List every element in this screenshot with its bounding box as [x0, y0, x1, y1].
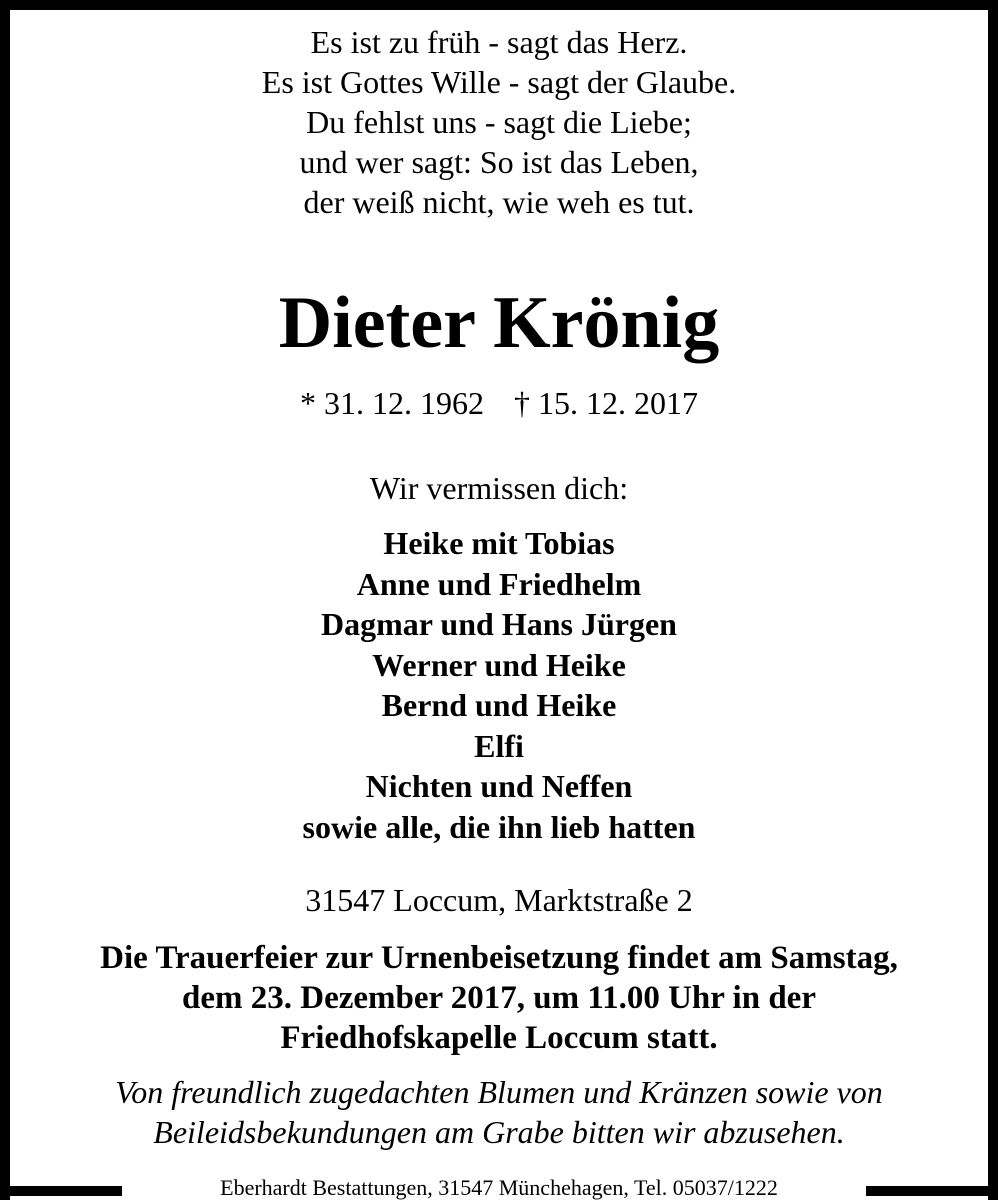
mourner: Nichten und Neffen — [365, 768, 633, 804]
request-line: Beileidsbekundungen am Grabe bitten wir abzusehen. — [153, 1114, 845, 1150]
mourner: Bernd und Heike — [381, 687, 617, 723]
mourners-list — [0, 523, 998, 847]
mourner: Werner und Heike — [372, 646, 626, 683]
funeral-home-footer: Eberhardt Bestattungen, 31547 Münchehagen, Tel. 05037/1222 — [220, 1175, 778, 1200]
mourner: Heike mit Tobias — [383, 525, 615, 561]
miss-line: Wir vermissen dich: — [369, 470, 629, 506]
life-dates — [0, 383, 998, 423]
service-line: dem 23. Dezember 2017, um 11.00 Uhr in der — [182, 980, 816, 1016]
service-line: Friedhofskapelle Loccum statt. — [280, 1020, 718, 1056]
address: 31547 Loccum, Marktstraße 2 — [305, 882, 693, 918]
poem-line: Du fehlst uns - sagt die Liebe; — [306, 104, 692, 140]
birth-date: * 31. 12. 1962 — [300, 385, 484, 421]
deceased-name: Dieter Krönig — [278, 282, 720, 364]
mourner: sowie alle, die ihn lieb hatten — [302, 808, 696, 845]
poem-line: der weiß nicht, wie weh es tut. — [303, 184, 695, 220]
death-date: † 15. 12. 2017 — [514, 385, 698, 421]
mourner: Elfi — [474, 727, 524, 764]
poem — [0, 22, 998, 222]
service-notice — [0, 938, 998, 1058]
poem-line: Es ist zu früh - sagt das Herz. — [310, 24, 688, 60]
poem-line: Es ist Gottes Wille - sagt der Glaube. — [261, 64, 737, 100]
request-line: Von freundlich zugedachten Blumen und Kränzen sowie von — [115, 1074, 883, 1110]
mourner: Dagmar und Hans Jürgen — [321, 606, 677, 642]
mourner: Anne und Friedhelm — [356, 565, 642, 602]
service-line: Die Trauerfeier zur Urnenbeisetzung findet am Samstag, — [100, 940, 898, 976]
condolence-request — [0, 1072, 998, 1152]
poem-line: und wer sagt: So ist das Leben, — [299, 144, 699, 180]
